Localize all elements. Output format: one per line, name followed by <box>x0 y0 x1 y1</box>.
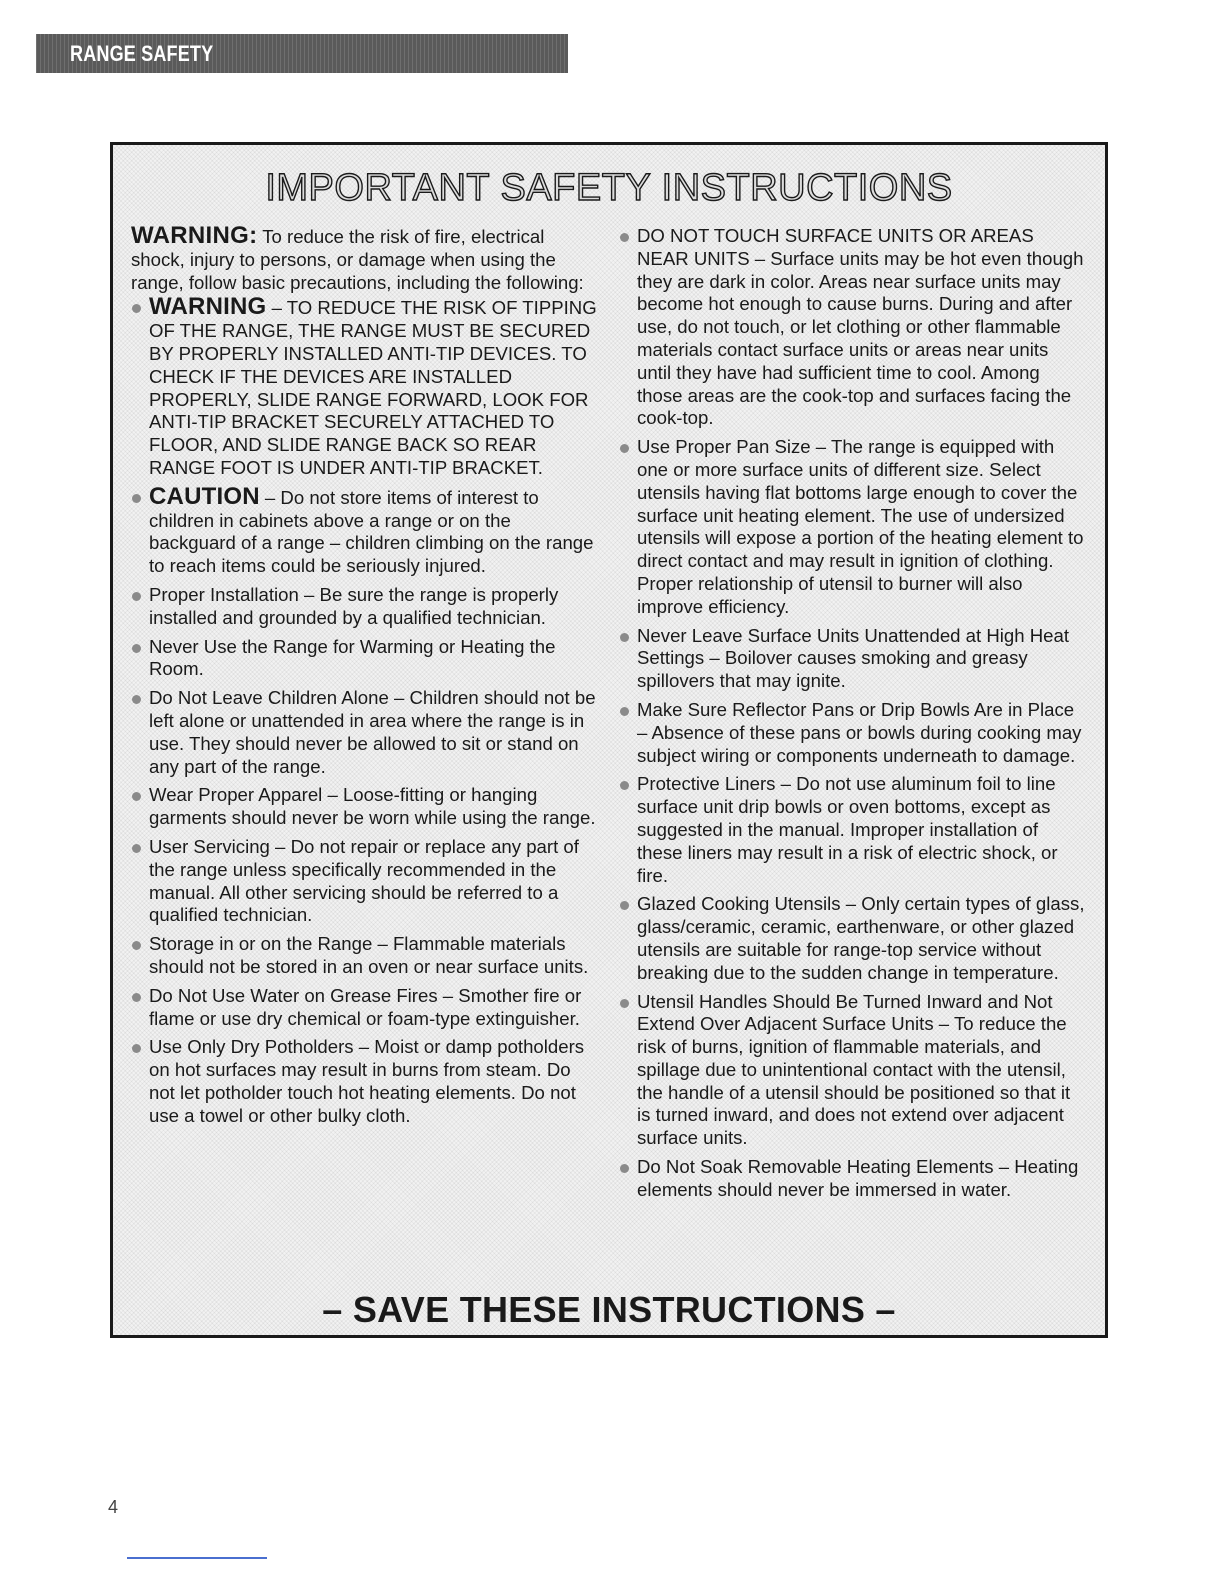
list-item <box>131 836 601 927</box>
bullet-icon <box>132 592 141 601</box>
list-item <box>619 436 1087 618</box>
bullet-icon <box>132 792 141 801</box>
bullet-icon <box>620 1164 629 1173</box>
page-title: IMPORTANT SAFETY INSTRUCTIONS <box>265 167 953 209</box>
list-item <box>131 636 601 682</box>
bullet-icon <box>620 233 629 242</box>
item-text: Proper Installation – Be sure the range is properly installed and grounded by a qualified technician. <box>149 583 559 628</box>
list-item <box>131 784 601 830</box>
list-item <box>619 1156 1087 1202</box>
list-item <box>131 584 601 630</box>
list-item <box>619 625 1087 693</box>
list-item <box>619 225 1087 430</box>
list-item <box>131 482 601 578</box>
item-text: Storage in or on the Range – Flammable materials should not be stored in an oven or near surface units. <box>149 933 589 977</box>
item-text: DO NOT TOUCH SURFACE UNITS OR AREAS NEAR UNITS – Surface units may be hot even though they are dark in color. Areas near surface units may become hot enough to cause burns. During and after use, do not touch, or let clothing or other flammable materials contact surface units or areas near units until they have had sufficient time to cool. Among those areas are the cook-top and surfaces facing the cook-top. <box>637 225 1084 429</box>
bullet-icon <box>620 901 629 910</box>
bullet-icon <box>132 844 141 853</box>
item-text: – TO REDUCE THE RISK OF TIPPING OF THE RANGE, THE RANGE MUST BE SECURED BY PROPERLY INSTALLED ANTI-TIP DEVICES. TO CHECK IF THE DEVICES ARE INSTALLED PROPERLY, SLIDE RANGE FORWARD, LOOK FOR ANTI-TIP BRACKET SECURELY ATTACHED TO FLOOR, AND SLIDE RANGE BACK SO REAR RANGE FOOT IS UNDER ANTI-TIP BRACKET. <box>149 297 597 478</box>
bullet-icon <box>620 444 629 453</box>
bullet-icon <box>620 707 629 716</box>
bullet-icon <box>132 1044 141 1053</box>
list-item <box>131 1036 601 1127</box>
item-text: Utensil Handles Should Be Turned Inward and Not Extend Over Adjacent Surface Units – To reduce the risk of burns, ignition of flammable materials, and spillage due to unintentional contact with the utensil, the handle of a utensil should be positioned so that it is turned inward, and does not extend over adjacent surface units. <box>637 990 1071 1149</box>
list-item <box>619 699 1087 767</box>
item-text: – Do not store items of interest to children in cabinets above a range or on the backguard of a range – children climbing on the range to reach items could be seriously injured. <box>149 486 594 577</box>
item-text: Wear Proper Apparel – Loose-fitting or hanging garments should never be worn while using the range. <box>149 784 596 829</box>
item-text: Glazed Cooking Utensils – Only certain types of glass, glass/ceramic, ceramic, earthenware, or other glazed utensils are suitable for range-top service without breaking due to the sudden change in temperature. <box>637 893 1085 983</box>
intro-warning-text: To reduce the risk of fire, electrical shock, injury to persons, or damage when using the range, follow basic precautions, including the following: <box>131 226 584 293</box>
intro-warning <box>131 222 601 294</box>
list-item <box>131 687 601 778</box>
item-text: Protective Liners – Do not use aluminum foil to line surface unit drip bowls or oven bottoms, except as suggested in the manual. Improper installation of these liners may result in a risk of electric shock, or fire. <box>637 773 1058 886</box>
bullet-icon <box>132 695 141 704</box>
bullet-icon <box>132 993 141 1002</box>
item-label: WARNING <box>149 293 267 321</box>
intro-warning-label: WARNING: <box>131 222 258 249</box>
bullet-icon <box>620 999 629 1008</box>
bullet-icon <box>132 304 141 313</box>
item-text: User Servicing – Do not repair or replace any part of the range unless specifically recommended in the manual. All other servicing should be referred to a qualified technician. <box>149 835 579 926</box>
item-text: Do Not Use Water on Grease Fires – Smother fire or flame or use dry chemical or foam-type extinguisher. <box>149 984 582 1029</box>
list-item <box>131 933 601 979</box>
item-text: Use Only Dry Potholders – Moist or damp potholders on hot surfaces may result in burns from steam. Do not let potholder touch hot heating elements. Do not use a towel or other bulky cloth. <box>149 1036 585 1126</box>
item-text: Do Not Soak Removable Heating Elements – Heating elements should never be immersed in water. <box>637 1156 1079 1200</box>
bullet-icon <box>132 494 141 503</box>
bullet-icon <box>620 633 629 642</box>
item-text: Make Sure Reflector Pans or Drip Bowls Are in Place – Absence of these pans or bowls during cooking may subject wiring or components underneath to damage. <box>637 698 1082 766</box>
bullet-icon <box>132 644 141 653</box>
bullet-icon <box>132 941 141 950</box>
page-number: 4 <box>108 1497 119 1517</box>
footer-divider <box>127 1557 267 1559</box>
item-label: CAUTION <box>149 482 260 510</box>
list-item <box>619 773 1087 887</box>
item-text: Never Use the Range for Warming or Heating the Room. <box>149 635 556 680</box>
item-text: Do Not Leave Children Alone – Children should not be left alone or unattended in area where the range is in use. They should never be allowed to sit or stand on any part of the range. <box>149 687 596 777</box>
left-column <box>131 222 601 1133</box>
list-item <box>619 893 1087 984</box>
list-item <box>131 985 601 1031</box>
right-column <box>619 225 1087 1208</box>
list-item <box>131 293 601 479</box>
bullet-icon <box>620 781 629 790</box>
section-title: RANGE SAFETY <box>70 41 214 66</box>
item-text: Never Leave Surface Units Unattended at High Heat Settings – Boilover causes smoking and greasy spillovers that may ignite. <box>637 624 1070 692</box>
item-text: Use Proper Pan Size – The range is equipped with one or more surface units of different size. Select utensils having flat bottoms large enough to cover the surface unit heating element. The use of undersized utensils will expose a portion of the heating element to direct contact and may result in ignition of clothing. Proper relationship of utensil to burner will also improve efficiency. <box>637 436 1084 617</box>
list-item <box>619 991 1087 1151</box>
safety-instructions-box <box>110 142 1108 1338</box>
save-instructions-banner: – SAVE THESE INSTRUCTIONS – <box>322 1289 896 1330</box>
section-header-bar <box>36 34 568 73</box>
